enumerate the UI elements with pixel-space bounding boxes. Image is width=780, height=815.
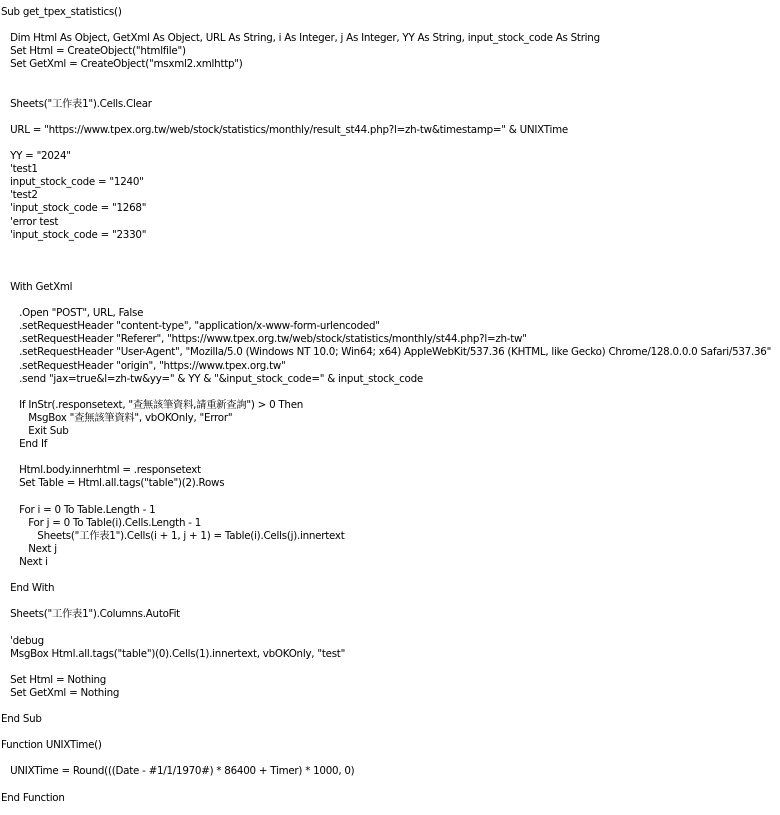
code-line — [1, 242, 779, 255]
code-line: For j = 0 To Table(i).Cells.Length - 1 — [1, 516, 202, 529]
code-line: YY = "2024" — [1, 150, 71, 163]
code-line: End With — [1, 582, 55, 595]
code-line: .send "jax=true&l=zh-tw&yy=" & YY & "&input_stock_code=" & input_stock_code — [1, 372, 423, 385]
code-line: Exit Sub — [1, 425, 69, 437]
code-line — [1, 19, 779, 32]
code-line — [1, 569, 779, 582]
code-line: .setRequestHeader "origin", "https://www.tpex.org.tw" — [1, 359, 286, 372]
code-line: Sheets("工作表1").Cells.Clear — [1, 97, 152, 110]
code-line — [1, 85, 779, 98]
code-line: UNIXTime = Round(((Date - #1/1/1970#) * 86400 + Timer) * 1000, 0) — [1, 765, 355, 778]
code-line: Set Table = Html.all.tags("table")(2).Rows — [1, 477, 225, 490]
code-line: .setRequestHeader "content-type", "application/x-www-form-urlencoded" — [1, 320, 380, 333]
code-line: If InStr(.responsetext, "查無該筆資料,請重新查詢") > 0 Then — [1, 398, 304, 411]
code-line: End Function — [1, 791, 65, 804]
code-line: MsgBox "查無該筆資料", vbOKOnly, "Error" — [1, 411, 233, 424]
code-line: 'test2 — [1, 189, 38, 202]
code-line: .Open "POST", URL, False — [1, 307, 144, 320]
code-line — [1, 71, 779, 84]
code-line: 'error test — [1, 215, 59, 228]
code-line: 'input_stock_code = "1268" — [1, 202, 147, 215]
code-line: For i = 0 To Table.Length - 1 — [1, 503, 156, 516]
code-line — [1, 294, 779, 307]
code-line — [1, 752, 779, 765]
code-line — [1, 137, 779, 150]
code-line — [1, 386, 779, 399]
code-line — [1, 661, 779, 674]
code-line: Function UNIXTime() — [1, 739, 102, 752]
code-line: Set Html = CreateObject("htmlfile") — [1, 45, 186, 58]
code-line: 'input_stock_code = "2330" — [1, 228, 147, 241]
code-line: Next i — [1, 555, 48, 568]
code-line: Set GetXml = Nothing — [1, 686, 120, 699]
code-line: With GetXml — [1, 280, 73, 293]
code-line — [1, 700, 779, 713]
code-line: End If — [1, 438, 48, 451]
code-line: Next j — [1, 542, 57, 555]
code-line — [1, 490, 779, 503]
code-line: Set Html = Nothing — [1, 673, 107, 686]
code-line — [1, 255, 779, 268]
code-line — [1, 268, 779, 281]
code-line: Dim Html As Object, GetXml As Object, URL As String, i As Integer, j As Integer, YY As String, input_stock_code As String — [1, 32, 600, 45]
code-line: .setRequestHeader "User-Agent", "Mozilla/5.0 (Windows NT 10.0; Win64; x64) AppleWebKit/537.36 (KHTML, like Gecko) Chrome/128.0.0.0 Safari/537.36" — [1, 346, 772, 359]
code-document — [1, 6, 779, 805]
code-line: URL = "https://www.tpex.org.tw/web/stock/statistics/monthly/result_st44.php?l=zh-tw&timestamp=" & UNIXTime — [1, 123, 568, 136]
code-line: 'debug — [1, 634, 44, 647]
code-line: .setRequestHeader "Referer", "https://www.tpex.org.tw/web/stock/statistics/monthly/st44.php?l=zh-tw" — [1, 333, 527, 346]
code-line: MsgBox Html.all.tags("table")(0).Cells(1).innertext, vbOKOnly, "test" — [1, 647, 346, 660]
code-line — [1, 595, 779, 608]
code-line: 'test1 — [1, 163, 38, 176]
code-line: Set GetXml = CreateObject("msxml2.xmlhttp") — [1, 58, 243, 71]
code-line — [1, 451, 779, 464]
code-line: Sheets("工作表1").Cells(i + 1, j + 1) = Table(i).Cells(j).innertext — [1, 529, 345, 542]
code-line: End Sub — [1, 713, 42, 726]
code-line: Html.body.innerhtml = .responsetext — [1, 464, 201, 477]
code-line: Sub get_tpex_statistics() — [1, 6, 122, 18]
code-line — [1, 621, 779, 634]
code-line — [1, 726, 779, 739]
code-line: Sheets("工作表1").Columns.AutoFit — [1, 608, 180, 621]
code-line — [1, 779, 779, 792]
code-line: input_stock_code = "1240" — [1, 176, 144, 189]
code-line — [1, 111, 779, 124]
